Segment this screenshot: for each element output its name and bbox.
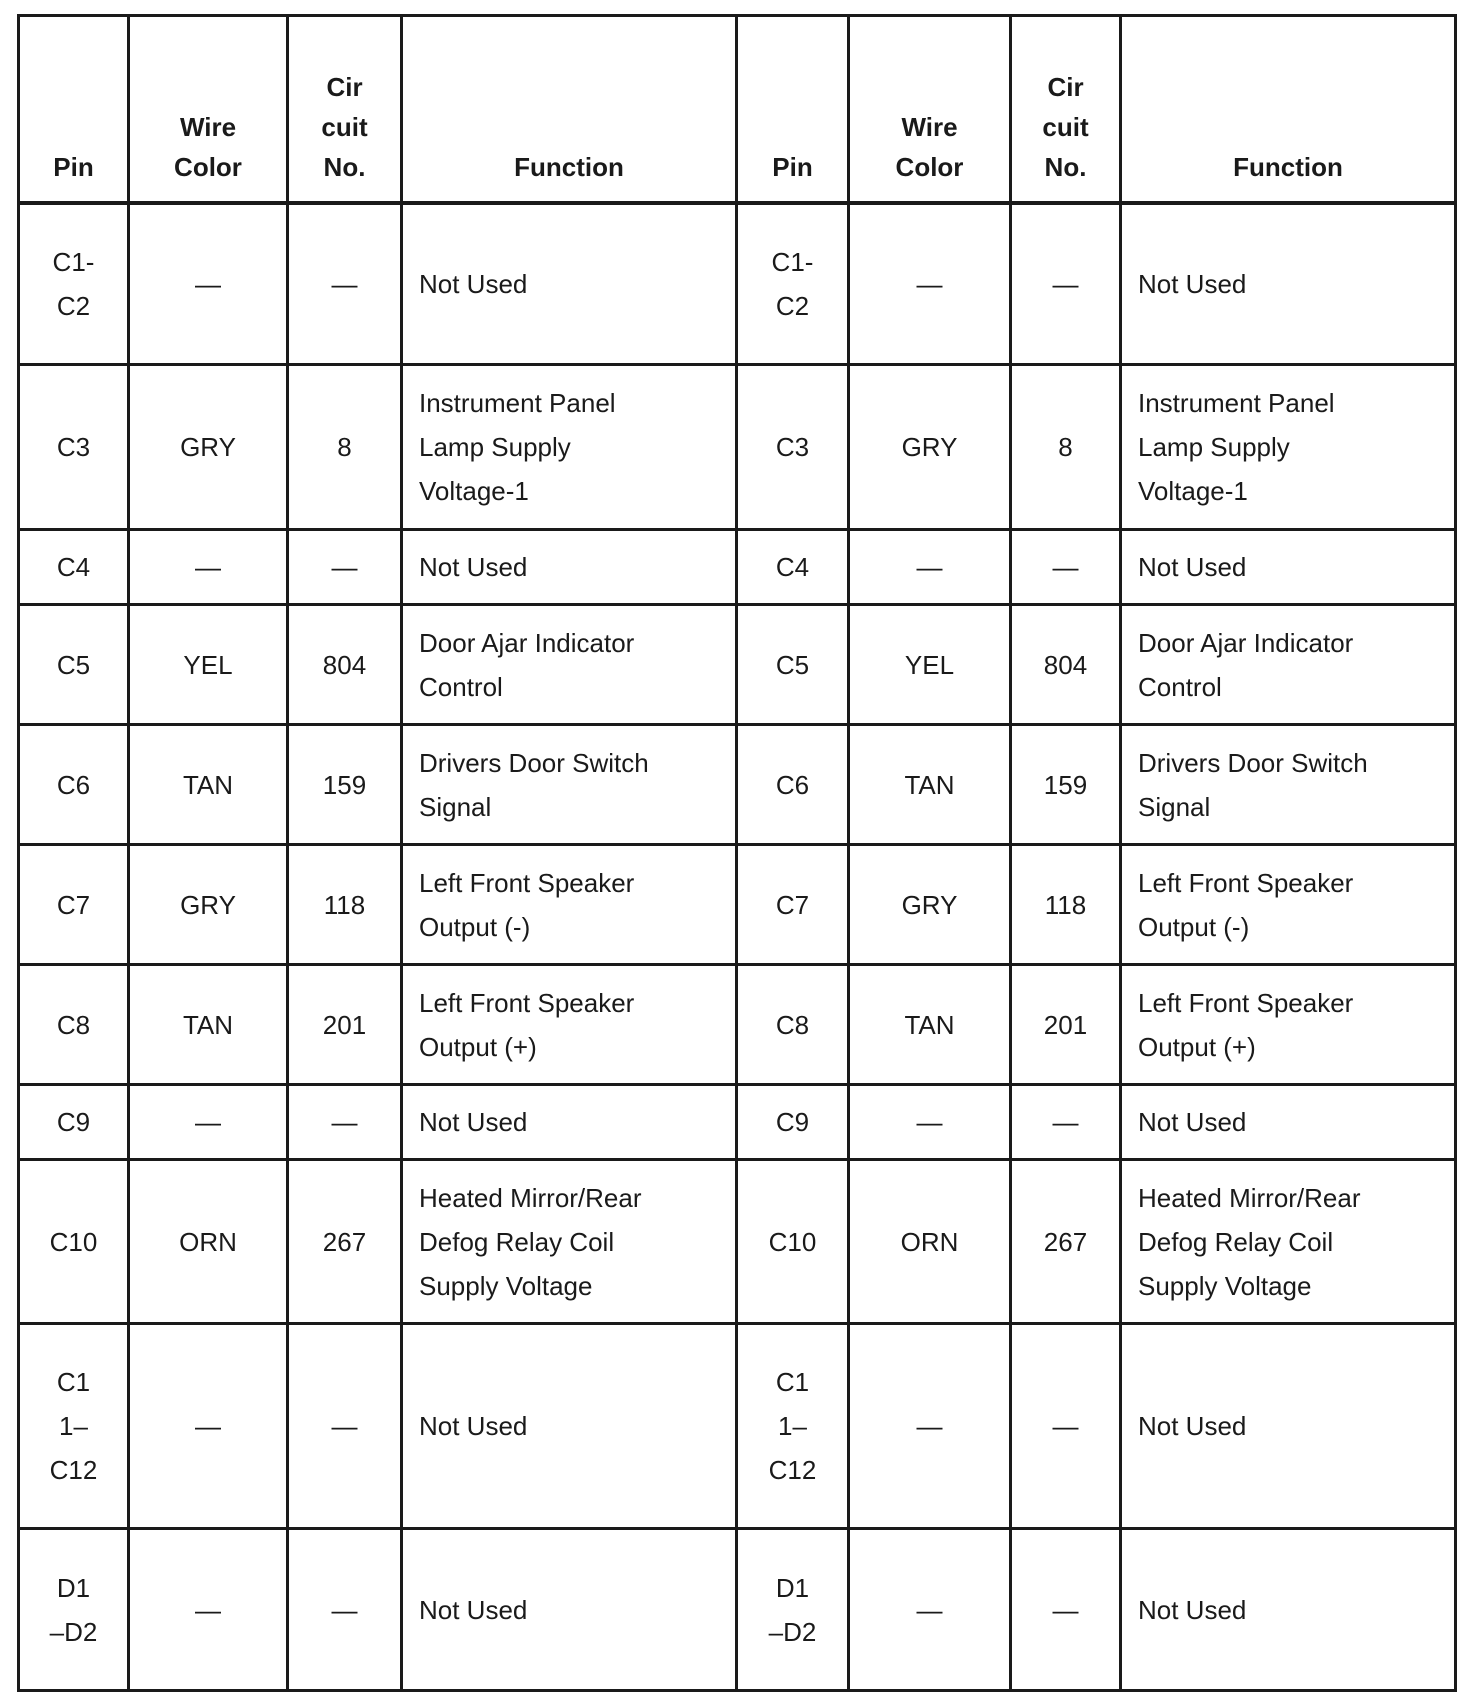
header-circuit-no-right: Cir cuit No. xyxy=(1011,16,1121,203)
function-cell: Door Ajar Indicator Control xyxy=(402,605,737,725)
function-cell: Not Used xyxy=(1121,203,1456,365)
table-row xyxy=(19,1085,1456,1160)
pin-cell: C6 xyxy=(19,725,129,845)
pin-cell: D1 –D2 xyxy=(737,1529,849,1691)
table-row xyxy=(19,1529,1456,1691)
wire-color-cell: TAN xyxy=(849,725,1011,845)
circuit-cell: 118 xyxy=(288,845,402,965)
circuit-cell: — xyxy=(1011,530,1121,605)
circuit-cell: 8 xyxy=(1011,365,1121,530)
circuit-cell: 201 xyxy=(1011,965,1121,1085)
wire-color-cell: — xyxy=(849,1324,1011,1529)
circuit-cell: 804 xyxy=(1011,605,1121,725)
pin-cell: C7 xyxy=(19,845,129,965)
function-cell: Left Front Speaker Output (-) xyxy=(402,845,737,965)
function-cell: Left Front Speaker Output (+) xyxy=(1121,965,1456,1085)
function-cell: Drivers Door Switch Signal xyxy=(1121,725,1456,845)
circuit-cell: — xyxy=(288,1324,402,1529)
pin-cell: C1 1– C12 xyxy=(19,1324,129,1529)
table-row xyxy=(19,605,1456,725)
table-row xyxy=(19,725,1456,845)
wire-color-cell: TAN xyxy=(849,965,1011,1085)
header-wire-color-left: Wire Color xyxy=(129,16,288,203)
header-pin-left: Pin xyxy=(19,16,129,203)
circuit-cell: 8 xyxy=(288,365,402,530)
pin-cell: C1 1– C12 xyxy=(737,1324,849,1529)
circuit-cell: — xyxy=(1011,1324,1121,1529)
function-cell: Not Used xyxy=(402,1529,737,1691)
wire-color-cell: YEL xyxy=(849,605,1011,725)
circuit-cell: 267 xyxy=(288,1160,402,1324)
pin-cell: C4 xyxy=(19,530,129,605)
function-cell: Heated Mirror/Rear Defog Relay Coil Supply Voltage xyxy=(402,1160,737,1324)
pin-cell: C5 xyxy=(19,605,129,725)
circuit-cell: — xyxy=(288,203,402,365)
pin-cell: C10 xyxy=(737,1160,849,1324)
wire-color-cell: GRY xyxy=(849,365,1011,530)
function-cell: Heated Mirror/Rear Defog Relay Coil Supply Voltage xyxy=(1121,1160,1456,1324)
circuit-cell: 804 xyxy=(288,605,402,725)
circuit-cell: 201 xyxy=(288,965,402,1085)
wire-color-cell: — xyxy=(129,1324,288,1529)
circuit-cell: — xyxy=(288,530,402,605)
pin-cell: C5 xyxy=(737,605,849,725)
wire-color-cell: — xyxy=(849,530,1011,605)
function-cell: Not Used xyxy=(402,530,737,605)
pin-cell: C3 xyxy=(19,365,129,530)
wire-color-cell: — xyxy=(849,1529,1011,1691)
table-row xyxy=(19,1160,1456,1324)
header-wire-color-right: Wire Color xyxy=(849,16,1011,203)
function-cell: Instrument Panel Lamp Supply Voltage-1 xyxy=(402,365,737,530)
function-cell: Not Used xyxy=(402,1324,737,1529)
pin-cell: C10 xyxy=(19,1160,129,1324)
table-row xyxy=(19,203,1456,365)
circuit-cell: — xyxy=(1011,1085,1121,1160)
connector-pinout-table xyxy=(17,14,1457,1692)
header-pin-right: Pin xyxy=(737,16,849,203)
wire-color-cell: TAN xyxy=(129,965,288,1085)
pin-cell: C6 xyxy=(737,725,849,845)
wire-color-cell: — xyxy=(849,1085,1011,1160)
function-cell: Instrument Panel Lamp Supply Voltage-1 xyxy=(1121,365,1456,530)
circuit-cell: — xyxy=(1011,1529,1121,1691)
header-row xyxy=(19,16,1456,203)
table-row xyxy=(19,530,1456,605)
pin-cell: C7 xyxy=(737,845,849,965)
table-row xyxy=(19,845,1456,965)
function-cell: Door Ajar Indicator Control xyxy=(1121,605,1456,725)
circuit-cell: — xyxy=(1011,203,1121,365)
pin-cell: C9 xyxy=(19,1085,129,1160)
circuit-cell: 118 xyxy=(1011,845,1121,965)
function-cell: Not Used xyxy=(1121,1085,1456,1160)
table-row xyxy=(19,365,1456,530)
pin-cell: C3 xyxy=(737,365,849,530)
wire-color-cell: — xyxy=(129,1085,288,1160)
wire-color-cell: GRY xyxy=(129,365,288,530)
function-cell: Not Used xyxy=(1121,1529,1456,1691)
pin-cell: C8 xyxy=(737,965,849,1085)
pin-cell: C9 xyxy=(737,1085,849,1160)
circuit-cell: 159 xyxy=(288,725,402,845)
circuit-cell: — xyxy=(288,1085,402,1160)
circuit-cell: — xyxy=(288,1529,402,1691)
wire-color-cell: — xyxy=(129,203,288,365)
wire-color-cell: TAN xyxy=(129,725,288,845)
pin-cell: D1 –D2 xyxy=(19,1529,129,1691)
function-cell: Not Used xyxy=(1121,1324,1456,1529)
pin-cell: C1- C2 xyxy=(19,203,129,365)
wire-color-cell: YEL xyxy=(129,605,288,725)
circuit-cell: 267 xyxy=(1011,1160,1121,1324)
function-cell: Left Front Speaker Output (-) xyxy=(1121,845,1456,965)
function-cell: Not Used xyxy=(402,203,737,365)
pin-cell: C1- C2 xyxy=(737,203,849,365)
wire-color-cell: GRY xyxy=(849,845,1011,965)
wire-color-cell: — xyxy=(129,530,288,605)
function-cell: Left Front Speaker Output (+) xyxy=(402,965,737,1085)
header-function-right: Function xyxy=(1121,16,1456,203)
wire-color-cell: GRY xyxy=(129,845,288,965)
wire-color-cell: — xyxy=(129,1529,288,1691)
pinout-table-sheet xyxy=(17,14,1457,1692)
table-row xyxy=(19,965,1456,1085)
function-cell: Not Used xyxy=(1121,530,1456,605)
table-row xyxy=(19,1324,1456,1529)
header-function-left: Function xyxy=(402,16,737,203)
wire-color-cell: ORN xyxy=(849,1160,1011,1324)
header-circuit-no-left: Cir cuit No. xyxy=(288,16,402,203)
circuit-cell: 159 xyxy=(1011,725,1121,845)
pin-cell: C8 xyxy=(19,965,129,1085)
function-cell: Drivers Door Switch Signal xyxy=(402,725,737,845)
wire-color-cell: ORN xyxy=(129,1160,288,1324)
function-cell: Not Used xyxy=(402,1085,737,1160)
pin-cell: C4 xyxy=(737,530,849,605)
wire-color-cell: — xyxy=(849,203,1011,365)
